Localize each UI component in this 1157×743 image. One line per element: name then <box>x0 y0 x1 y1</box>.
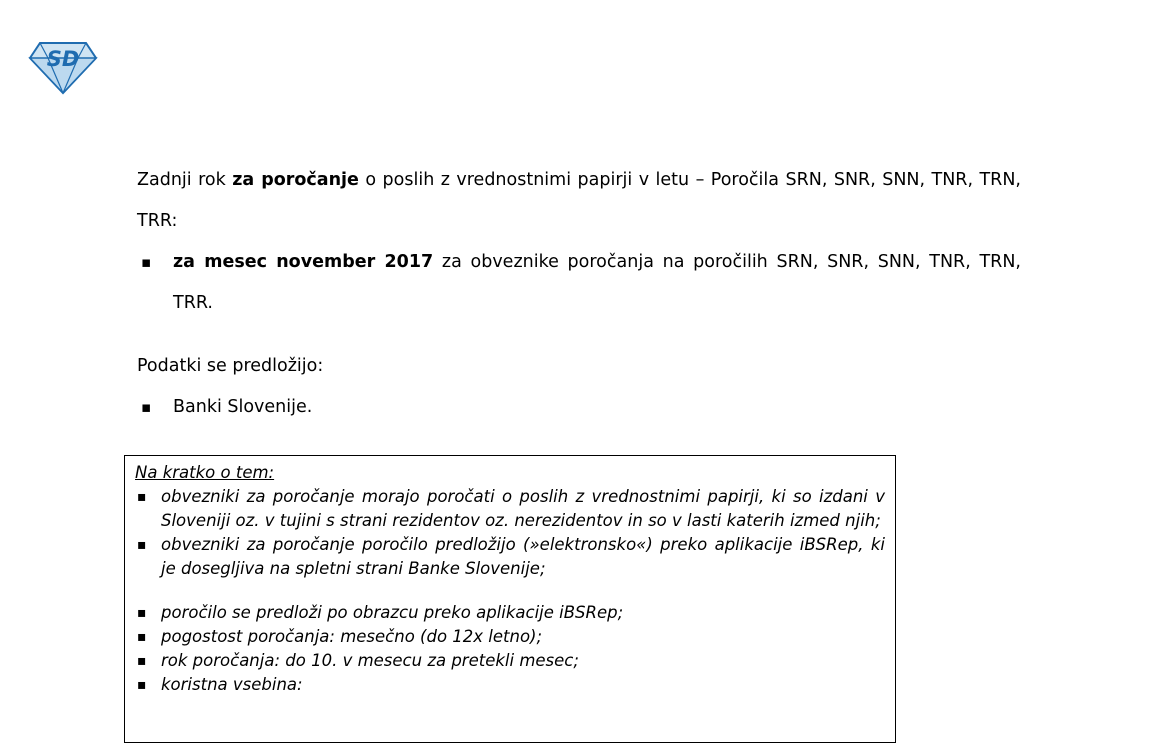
spacer <box>135 581 885 601</box>
summary-box-list-secondary <box>135 601 885 697</box>
lead-bold: za poročanje <box>232 170 359 190</box>
square-bullet-icon: ▪ <box>137 489 147 505</box>
summary-item-text: pogostost poročanja: mesečno (do 12x letno); <box>161 627 543 646</box>
list-item <box>135 673 885 697</box>
list-item <box>135 485 885 533</box>
bullet-rest-text: za obveznike poročanja na poročilih SRN, SNR, SNN, TNR, TRN, TRR. <box>173 252 1021 313</box>
square-bullet-icon: ▪ <box>137 605 147 621</box>
submit-label: Podatki se predložijo: <box>137 356 324 376</box>
summary-item-text: koristna vsebina: <box>161 675 303 694</box>
square-bullet-icon: ▪ <box>141 398 152 416</box>
summary-item-text: rok poročanja: do 10. v mesecu za pretekli mesec; <box>161 651 579 670</box>
summary-box-list-primary <box>135 485 885 581</box>
diamond-logo-icon <box>24 36 102 98</box>
svg-text:SD: SD <box>46 47 80 71</box>
list-item <box>135 533 885 581</box>
summary-box-title: Na kratko o tem: <box>135 463 275 482</box>
square-bullet-icon: ▪ <box>137 629 147 645</box>
summary-item-text: poročilo se predloži po obrazcu preko aplikacije iBSRep; <box>161 603 624 622</box>
summary-item-text: obvezniki za poročanje morajo poročati o poslih z vrednostnimi papirji, ki so izdani v Sloveniji oz. v tujini s strani rezidentov oz. nerezidentov in so v lasti katerih izmed njih; <box>161 487 885 530</box>
list-item <box>135 601 885 625</box>
lead-part-1: Zadnji rok <box>137 170 233 190</box>
lead-part-3: o poslih z vrednostnimi papirji v letu – Poročila SRN, SNR, SNN, TNR, TRN, TRR: <box>137 170 1021 231</box>
sd-logo <box>24 36 102 98</box>
spacer <box>137 324 1021 346</box>
square-bullet-icon: ▪ <box>141 253 152 271</box>
submit-bullet-list <box>137 387 1021 428</box>
lead-paragraph <box>137 160 1021 242</box>
square-bullet-icon: ▪ <box>137 537 147 553</box>
slide-body <box>137 160 1021 428</box>
list-item <box>137 387 1021 428</box>
summary-item-text: obvezniki za poročanje poročilo predložijo (»elektronsko«) preko aplikacije iBSRep, ki je dosegljiva na spletni strani Banke Slovenije; <box>161 535 885 578</box>
main-bullet-list <box>137 242 1021 324</box>
square-bullet-icon: ▪ <box>137 677 147 693</box>
list-item <box>135 625 885 649</box>
square-bullet-icon: ▪ <box>137 653 147 669</box>
list-item <box>135 649 885 673</box>
bullet-bold-text: za mesec november 2017 <box>173 252 434 272</box>
list-item <box>137 242 1021 324</box>
submit-bullet-text: Banki Slovenije. <box>173 397 313 417</box>
summary-box <box>124 455 896 743</box>
